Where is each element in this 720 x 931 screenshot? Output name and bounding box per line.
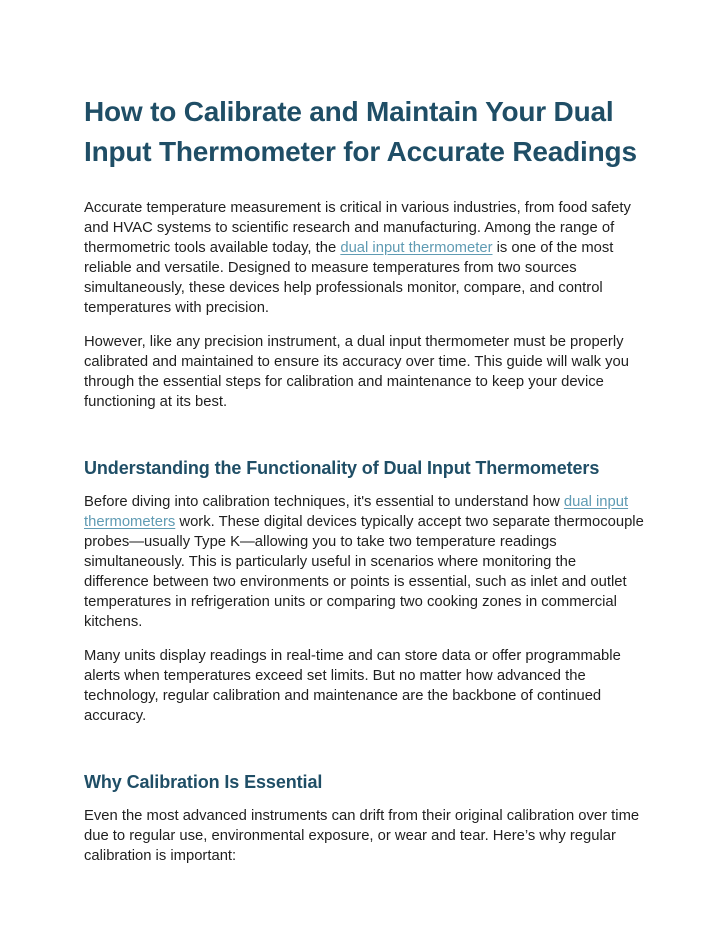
- calibration-paragraph-1: Even the most advanced instruments can drift from their original calibration over time due to regular use, environmental exposure, or wear and tear. Here’s why regular calibration is important:: [84, 808, 640, 864]
- section-heading-calibration: Why Calibration Is Essential: [84, 772, 323, 792]
- intro-paragraph-1-text-before: Accurate temperature measurement is critical in various industries, from food safety and HVAC systems to scientific research and manufacturing. Among the range of thermometric tools available today, the: [84, 200, 631, 256]
- document-title: [84, 92, 640, 172]
- document-title-line-1: How to Calibrate and Maintain Your Dual: [84, 96, 614, 127]
- functionality-paragraph-1-text-before: Before diving into calibration techniques, it's essential to understand how: [84, 494, 564, 510]
- dual-input-thermometer-link[interactable]: dual input thermometer: [340, 240, 493, 256]
- section-heading-functionality: Understanding the Functionality of Dual Input Thermometers: [84, 458, 600, 478]
- intro-paragraph-2: However, like any precision instrument, a dual input thermometer must be properly calibrated and maintained to ensure its accuracy over time. This guide will walk you through the essential steps for calibration and maintenance to keep your device functioning at its best.: [84, 334, 630, 410]
- intro-paragraph-1-text-after: is one of the most reliable and versatile. Designed to measure temperatures from two sources simultaneously, these devices help professionals monitor, compare, and control temperatures with precision.: [84, 240, 614, 316]
- intro-paragraph-1: [84, 198, 644, 318]
- functionality-paragraph-1: [84, 492, 644, 632]
- document-title-line-2: Input Thermometer for Accurate Readings: [84, 136, 637, 167]
- functionality-paragraph-2: Many units display readings in real-time and can store data or offer programmable alerts when temperatures exceed set limits. But no matter how advanced the technology, regular calibration and maintenance are the backbone of continued accuracy.: [84, 648, 621, 724]
- functionality-paragraph-1-text-after: work. These digital devices typically accept two separate thermocouple probes—usually Type K—allowing you to take two temperature readings simultaneously. This is particularly useful in scenarios where monitoring the difference between two environments or points is essential, such as inlet and outlet temperatures in refrigeration units or comparing two cooking zones in commercial kitchens.: [84, 514, 644, 630]
- dual-input-thermometers-link[interactable]: dual input thermometers: [84, 494, 629, 530]
